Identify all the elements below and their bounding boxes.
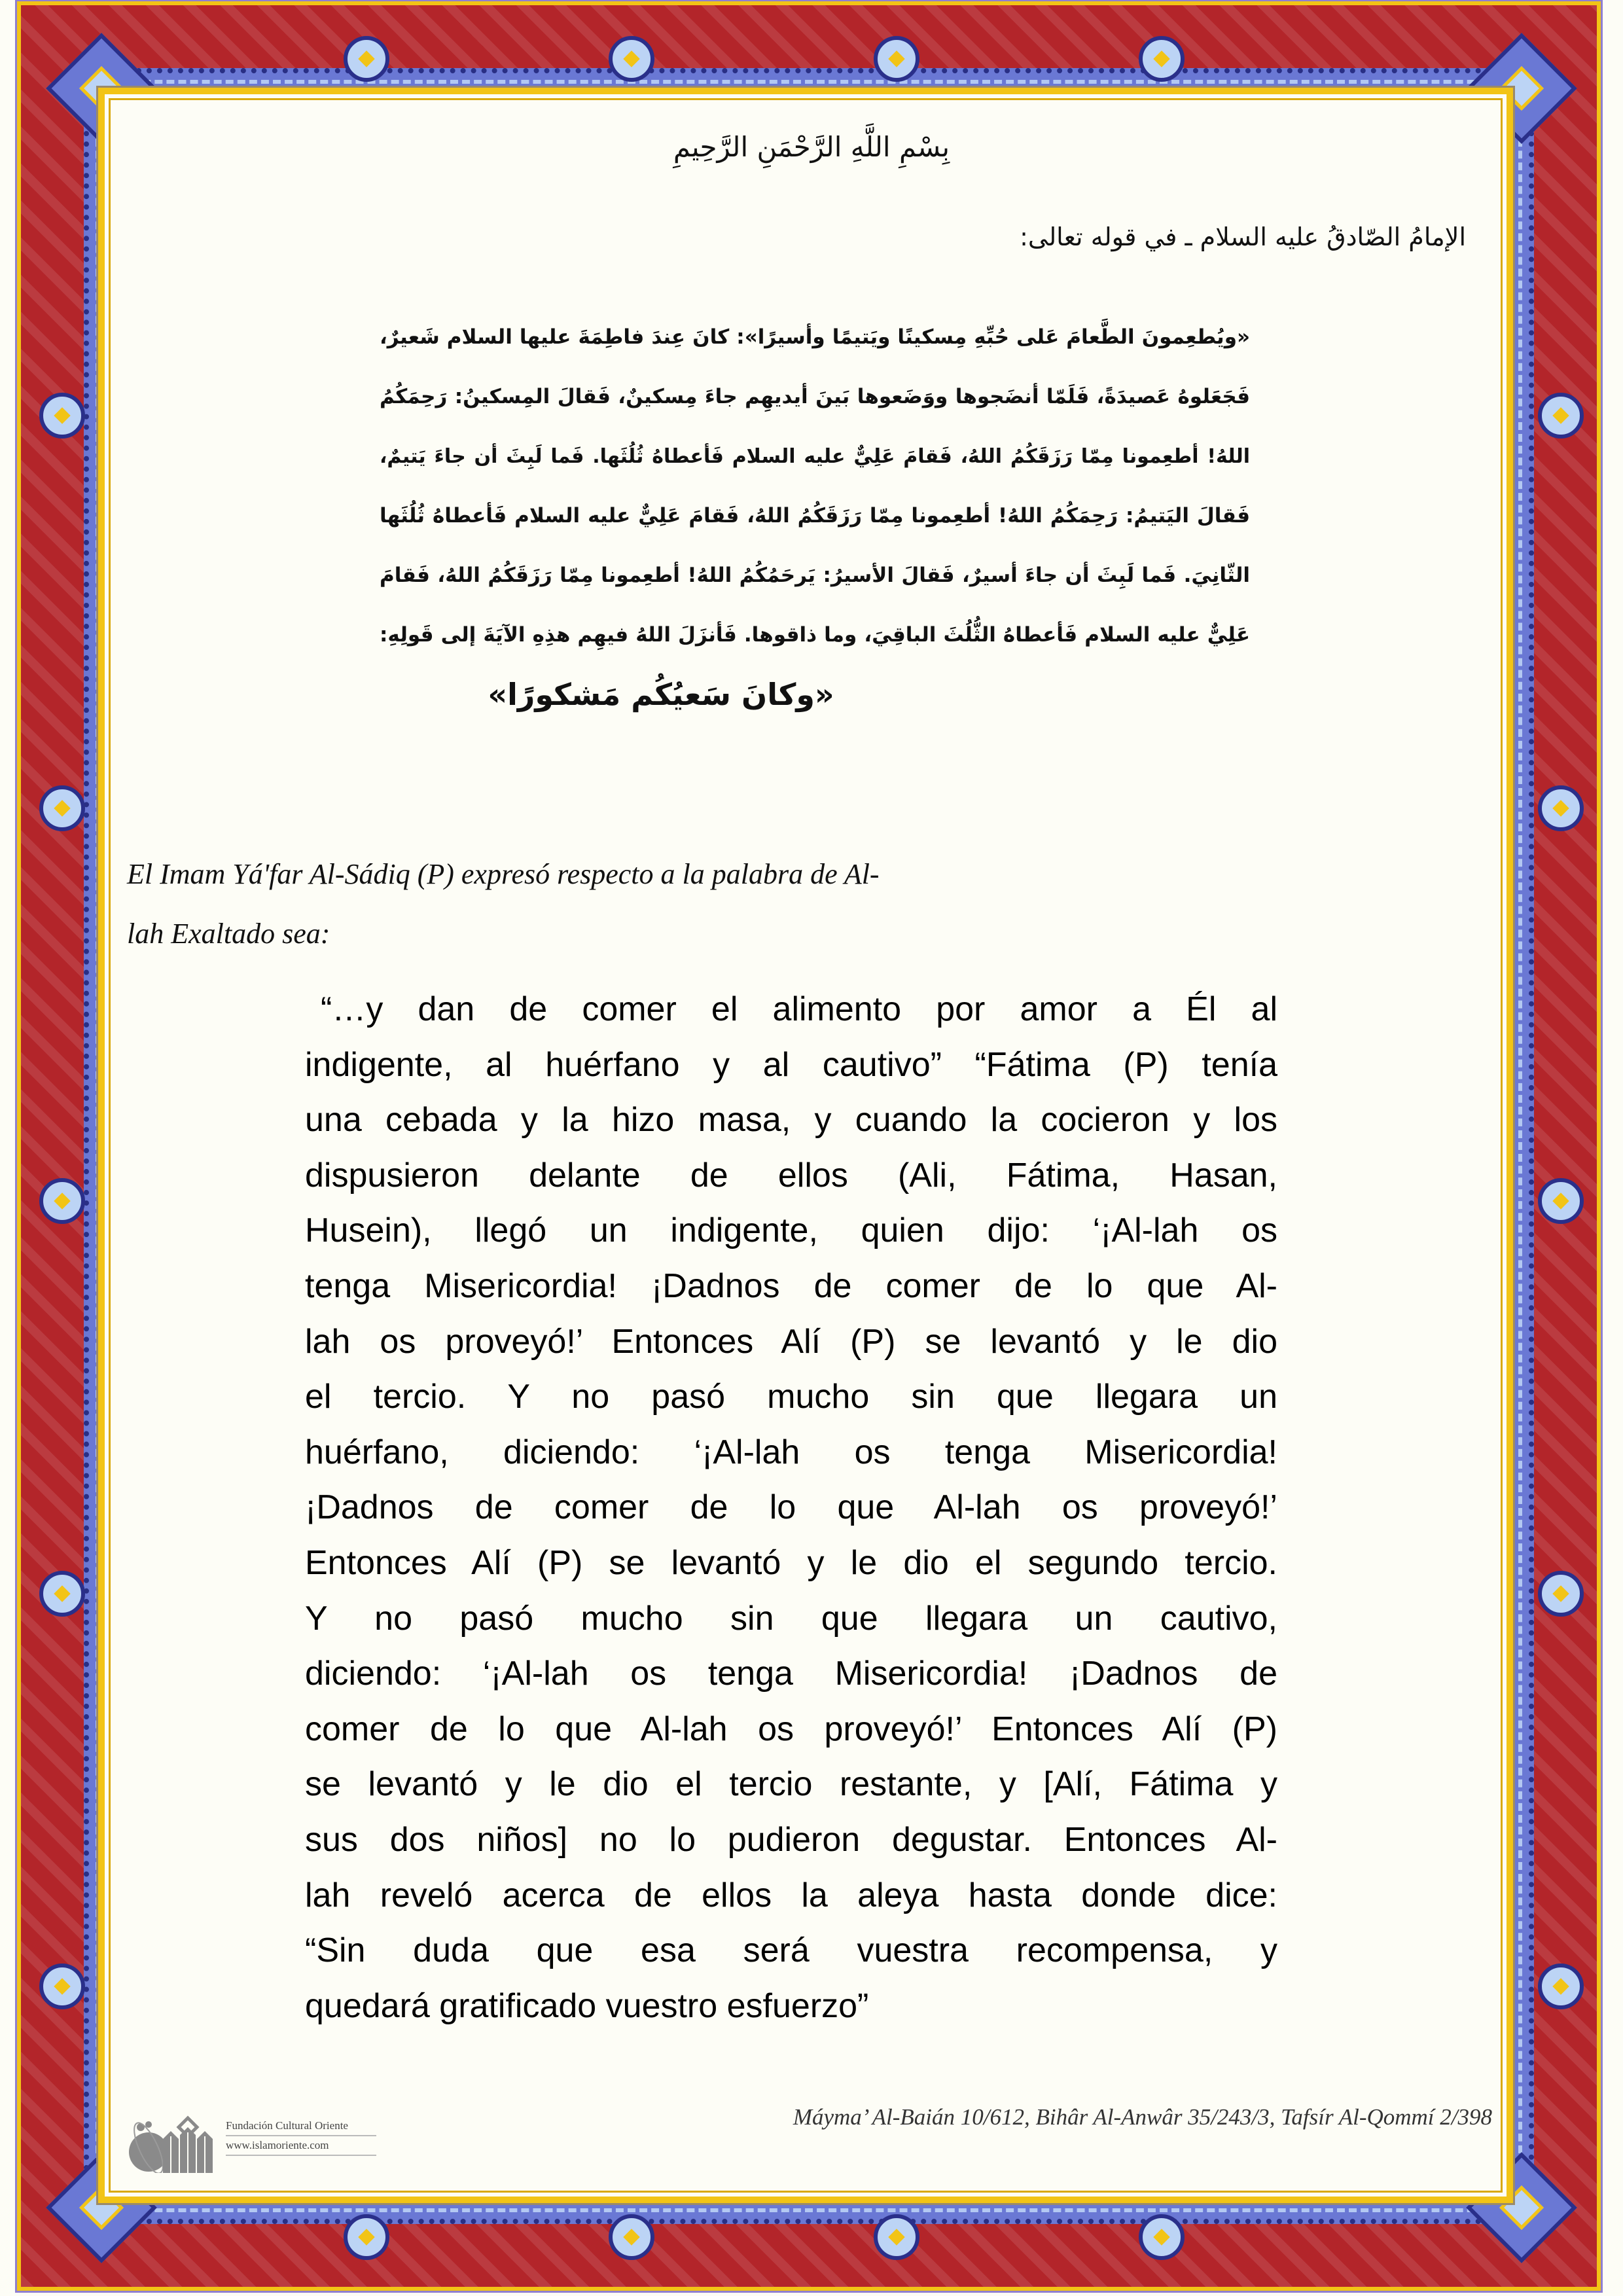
arabic-heading: الإمامُ الصّادقُ عليه السلام ـ في قوله تعالى: — [1020, 223, 1466, 251]
border-medallion — [874, 36, 919, 82]
border-medallion — [39, 393, 85, 439]
quote-line: huérfano, diciendo: ‘¡Al-lah os tenga Misericordia! — [305, 1433, 1277, 1471]
quote-line: indigente, al huérfano y al cautivo” “Fátima (P) tenía — [305, 1045, 1277, 1084]
quote-line: dispusieron delante de ellos (Ali, Fátima, Hasan, — [305, 1156, 1277, 1194]
quote-line: diciendo: ‘¡Al-lah os tenga Misericordia! ¡Dadnos de — [305, 1655, 1277, 1693]
logo-url[interactable]: www.islamoriente.com — [226, 2139, 329, 2151]
border-medallion — [1538, 393, 1584, 439]
quote-line: el tercio. Y no pasó mucho sin que llegara un — [305, 1378, 1277, 1416]
intro-line: El Imam Yá'far Al-Sádiq (P) expresó respecto a la palabra de Al- — [127, 858, 880, 890]
quote-line: Entonces Alí (P) se levantó y le dio el segundo tercio. — [305, 1543, 1277, 1582]
basmala: بِسْمِ اللَّهِ الرَّحْمَنِ الرَّحِيمِ — [673, 131, 950, 163]
quote-line: Y no pasó mucho sin que llegara un cautivo, — [305, 1599, 1277, 1638]
border-medallion — [39, 1178, 85, 1224]
border-medallion — [1538, 1571, 1584, 1617]
border-medallion — [1139, 2214, 1185, 2260]
quote-line: lah reveló acerca de ellos la aleya hasta donde dice: — [305, 1876, 1277, 1914]
quote-line: quedará gratificado vuestro esfuerzo” — [305, 1986, 869, 2025]
border-medallion — [344, 2214, 389, 2260]
border-medallion — [1538, 785, 1584, 831]
quote-line: comer de lo que Al-lah os proveyó!’ Entonces Alí (P) — [305, 1710, 1277, 1748]
logo-mark-icon — [121, 2101, 219, 2173]
arabic-line: عَلِيٌّ عليه السلام فَأعطاهُ الثُّلُثَ الباقِيَ، وما ذاقوها. فَأنزَلَ اللهُ فيهِم هذِهِ الآيَةَ إلى قَولِهِ: — [380, 623, 1250, 647]
border-medallion — [39, 1964, 85, 2009]
arabic-line: فَقالَ اليَتيمُ: رَحِمَكُمُ اللهُ! أطعِمونا مِمّا رَزَقَكُمُ اللهُ، فَقامَ عَلِيٌّ عليه السلام فَأعطاهُ ثُلُثَها — [380, 504, 1250, 528]
logo-divider — [226, 2135, 376, 2136]
border-medallion — [609, 36, 654, 82]
border-medallion — [1538, 1964, 1584, 2009]
intro-line: lah Exaltado sea: — [127, 918, 330, 950]
arabic-hadith — [380, 308, 1250, 725]
quote-line: lah os proveyó!’ Entonces Alí (P) se levantó y le dio — [305, 1322, 1277, 1361]
border-medallion — [609, 2214, 654, 2260]
foundation-logo — [121, 2101, 396, 2173]
border-medallion — [344, 36, 389, 82]
quote-line: Husein), llegó un indigente, quien dijo: ‘¡Al-lah os — [305, 1211, 1277, 1250]
arabic-line: فَجَعَلوهُ عَصيدَةً، فَلَمّا أنضَجوها ووَضَعوها بَينَ أيديهِم جاءَ مِسكينٌ، فَقالَ المِسكينُ: رَحِمَكُمُ — [380, 385, 1250, 408]
spanish-intro — [127, 844, 978, 963]
border-medallion — [1139, 36, 1185, 82]
arabic-line: الثّانِيَ. فَما لَبِثَ أن جاءَ أسيرٌ، فَقالَ الأسيرُ: يَرحَمُكُمُ اللهُ! أطعِمونا مِمّا رَزَقَكُمُ اللهُ، فَقامَ — [380, 564, 1250, 587]
border-medallion — [1538, 1178, 1584, 1224]
arabic-line: «وكانَ سَعيُكُم مَشكورًا» — [488, 677, 834, 712]
quote-line: sus dos niños] no lo pudieron degustar. Entonces Al- — [305, 1820, 1277, 1859]
spanish-translation — [305, 982, 1277, 2034]
border-medallion — [39, 785, 85, 831]
quote-line: ¡Dadnos de comer de lo que Al-lah os proveyó!’ — [305, 1488, 1277, 1527]
quote-line: se levantó y le dio el tercio restante, y [Alí, Fátima y — [305, 1765, 1277, 1804]
quote-line: “…y dan de comer el alimento por amor a Él al — [321, 990, 1277, 1028]
quote-line: tenga Misericordia! ¡Dadnos de comer de lo que Al- — [305, 1266, 1277, 1305]
arabic-line: اللهُ! أطعِمونا مِمّا رَزَقَكُمُ اللهُ، فَقامَ عَلِيٌّ عليه السلام فَأعطاهُ ثُلُثَها. فَما لَبِثَ أن جاءَ يَتيمٌ، — [380, 445, 1250, 468]
logo-divider — [226, 2155, 376, 2156]
quote-line: una cebada y la hizo masa, y cuando la cocieron y los — [305, 1101, 1277, 1139]
quote-line: “Sin duda que esa será vuestra recompensa, y — [305, 1931, 1277, 1970]
arabic-line: «ويُطعِمونَ الطَّعامَ عَلى حُبِّهِ مِسكينًا ويَتيمًا وأسيرًا»: كانَ عِندَ فاطِمَةَ عليها السلام شَعيرٌ، — [380, 325, 1250, 349]
border-medallion — [874, 2214, 919, 2260]
border-medallion — [39, 1571, 85, 1617]
source-citation: Máyma’ Al-Baián 10/612, Bihâr Al-Anwâr 35/243/3, Tafsír Al-Qommí 2/398 — [793, 2104, 1492, 2130]
logo-name: Fundación Cultural Oriente — [226, 2119, 348, 2132]
